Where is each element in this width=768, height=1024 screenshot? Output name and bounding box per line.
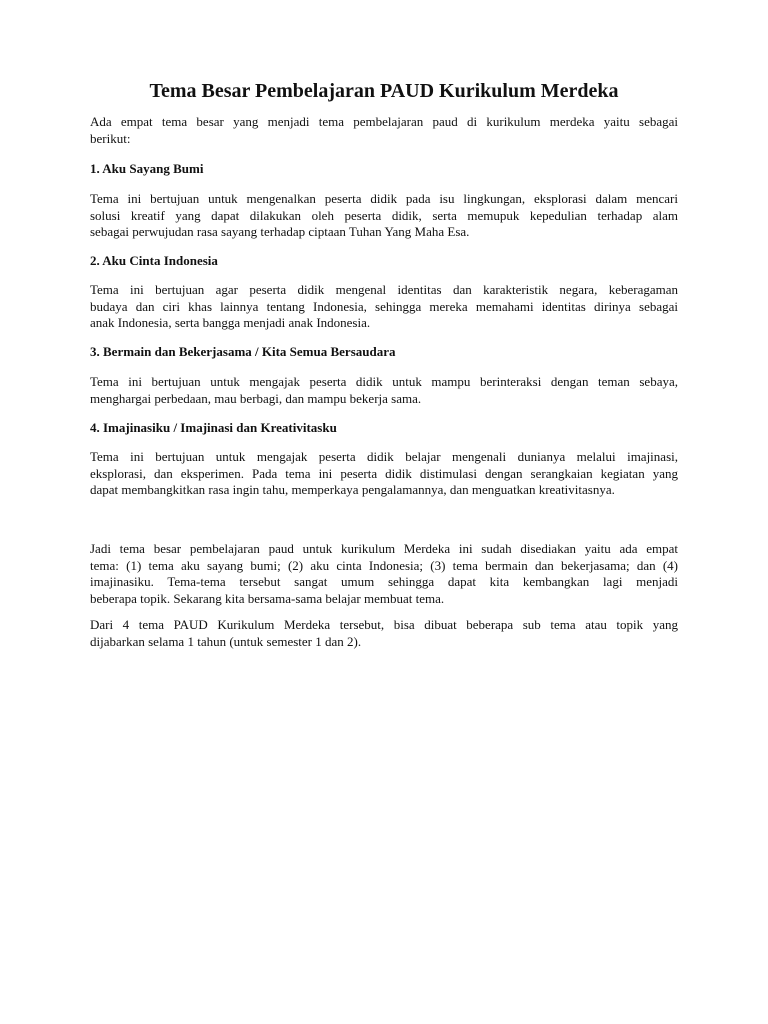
closing-paragraph — [90, 617, 678, 650]
summary-line: tema: (1) tema aku sayang bumi; (2) aku cinta Indonesia; (3) tema bermain dan bekerjasama; dan (4) — [90, 557, 678, 573]
summary-line: imajinasiku. Tema-tema tersebut sangat umum sehingga dapat kita kembangkan lagi menjadi — [90, 574, 678, 589]
section-body-line: Tema ini bertujuan agar peserta didik mengenal identitas dan karakteristik negara, keberagaman — [90, 282, 678, 297]
section-body-4 — [90, 449, 678, 499]
section-body-line: budaya dan ciri khas lainnya tentang Indonesia, sehingga mereka memahami identitas dirinya sebagai — [90, 298, 678, 314]
summary-line: Jadi tema besar pembelajaran paud untuk kurikulum Merdeka ini sudah disediakan yaitu ada empat — [90, 541, 678, 556]
section-body-line: menghargai perbedaan, mau berbagi, dan mampu bekerja sama. — [90, 390, 422, 406]
section-body-line: dapat membangkitkan rasa ingin tahu, memperkaya pengalamannya, dan menguatkan kreativitasnya. — [90, 482, 615, 497]
summary-line: beberapa topik. Sekarang kita bersama-sama belajar membuat tema. — [90, 590, 445, 606]
intro-line: berikut: — [90, 130, 131, 146]
section-body-line: eksplorasi, dan eksperimen. Pada tema ini peserta didik distimulasi dengan serangkaian kegiatan yang — [90, 465, 678, 481]
section-body-line: anak Indonesia, serta bangga menjadi anak Indonesia. — [90, 315, 371, 330]
intro-line: Ada empat tema besar yang menjadi tema pembelajaran paud di kurikulum merdeka yaitu sebagai — [90, 114, 678, 129]
section-body-1 — [90, 191, 678, 241]
section-body-3 — [90, 374, 678, 407]
intro-paragraph — [90, 114, 678, 147]
section-heading-3: 3. Bermain dan Bekerjasama / Kita Semua Bersaudara — [90, 344, 396, 359]
section-heading-2: 2. Aku Cinta Indonesia — [90, 253, 218, 268]
section-body-line: sebagai perwujudan rasa sayang terhadap ciptaan Tuhan Yang Maha Esa. — [90, 224, 470, 239]
section-heading-1: 1. Aku Sayang Bumi — [90, 161, 204, 176]
summary-paragraph — [90, 541, 678, 607]
section-body-line: Tema ini bertujuan untuk mengenalkan peserta didik pada isu lingkungan, eksplorasi dalam mencari — [90, 191, 678, 206]
closing-line: dijabarkan selama 1 tahun (untuk semester 1 dan 2). — [90, 633, 362, 649]
section-body-2 — [90, 282, 678, 332]
closing-line: Dari 4 tema PAUD Kurikulum Merdeka tersebut, bisa dibuat beberapa sub tema atau topik yang — [90, 617, 678, 632]
section-heading-4: 4. Imajinasiku / Imajinasi dan Kreativitasku — [90, 420, 337, 435]
section-body-line: Tema ini bertujuan untuk mengajak peserta didik belajar mengenali dunianya melalui imajinasi, — [90, 449, 678, 464]
section-body-line: solusi kreatif yang dapat dilakukan oleh peserta didik, serta memupuk kepedulian terhadap alam — [90, 207, 678, 223]
document-title: Tema Besar Pembelajaran PAUD Kurikulum Merdeka — [149, 80, 619, 102]
section-body-line: Tema ini bertujuan untuk mengajak peserta didik untuk mampu berinteraksi dengan teman sebaya, — [90, 374, 678, 389]
